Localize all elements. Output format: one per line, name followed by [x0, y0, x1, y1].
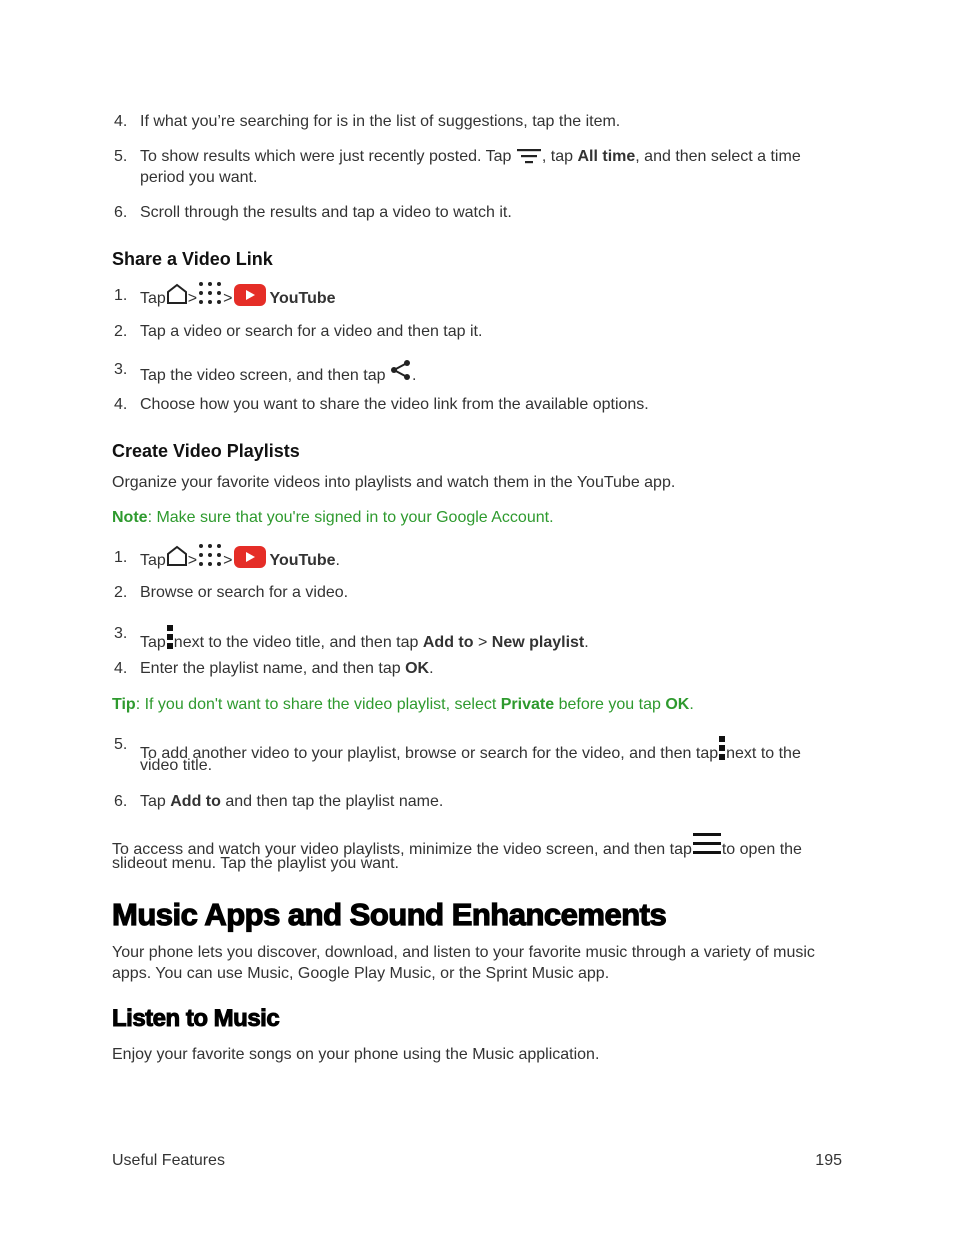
- tip-label: Tip: [112, 696, 136, 713]
- section-heading-listen: Listen to Music: [112, 1005, 280, 1032]
- step-text: [140, 792, 443, 812]
- chapter-heading: Music Apps and Sound Enhancements: [112, 897, 667, 932]
- all-time-label: All time: [577, 148, 636, 165]
- add-to-label: Add to: [422, 634, 474, 651]
- step-number: 4.: [114, 396, 128, 413]
- tip-body: before you tap: [558, 696, 661, 713]
- listen-text: Enjoy your favorite songs on your phone using the Music application.: [112, 1046, 600, 1063]
- step-number: 2.: [114, 584, 128, 601]
- private-label: Private: [500, 696, 555, 713]
- intro-text: Organize your favorite videos into playlists and watch them in the YouTube app.: [112, 474, 676, 491]
- step-text: [140, 736, 801, 764]
- ok-label: OK: [405, 660, 430, 677]
- access-text-pre: To access and watch your video playlists, minimize the video screen, and then tap: [112, 841, 692, 858]
- step-text-post: .: [335, 552, 340, 569]
- step-text: [140, 659, 434, 679]
- youtube-label: YouTube: [269, 290, 336, 307]
- more-vert-icon: [718, 736, 726, 760]
- footer-section: Useful Features: [112, 1152, 225, 1169]
- access-text-line2: slideout menu. Tap the playlist you want.: [112, 855, 399, 872]
- step-text-pre: Enter the playlist name, and then tap: [140, 660, 401, 677]
- step-number: 3.: [114, 625, 128, 642]
- tap-label: Tap: [140, 793, 166, 810]
- apps-grid-icon: [197, 543, 223, 567]
- tap-label: Tap: [140, 290, 166, 307]
- step-text: [140, 625, 589, 653]
- step-text: [140, 147, 801, 167]
- menu-icon: [692, 832, 722, 856]
- home-icon: [166, 283, 188, 305]
- step-text-post: .: [584, 634, 589, 651]
- step-number: 4.: [114, 660, 128, 677]
- tap-label: Tap: [140, 552, 166, 569]
- section-heading-share: Share a Video Link: [112, 249, 273, 269]
- step-text: [140, 281, 336, 313]
- step-text: If what you’re searching for is in the list of suggestions, tap the item.: [140, 113, 621, 130]
- step-number: 1.: [114, 549, 128, 566]
- step-number: 5.: [114, 736, 128, 753]
- tap-label: Tap: [140, 634, 166, 651]
- step-text-post: next to the: [726, 745, 801, 762]
- step-number: 6.: [114, 793, 128, 810]
- step-number: 6.: [114, 204, 128, 221]
- tip-body: .: [689, 696, 694, 713]
- step-text-post: .: [429, 660, 434, 677]
- footer-page-number: 195: [815, 1152, 842, 1169]
- step-text: Scroll through the results and tap a video to watch it.: [140, 204, 512, 221]
- section-heading-playlists: Create Video Playlists: [112, 441, 300, 461]
- youtube-icon: [234, 284, 266, 306]
- tip-text: [112, 694, 694, 715]
- step-number: 2.: [114, 323, 128, 340]
- new-playlist-label: New playlist: [491, 634, 585, 651]
- step-number: 1.: [114, 287, 128, 304]
- step-text: [140, 360, 416, 386]
- step-text-pre: Tap the video screen, and then tap: [140, 367, 386, 384]
- music-intro-line1: Your phone lets you discover, download, and listen to your favorite music through a variety of music: [112, 944, 815, 961]
- separator: >: [223, 290, 233, 307]
- music-intro-line2: apps. You can use Music, Google Play Music, or the Sprint Music app.: [112, 965, 610, 982]
- separator: >: [187, 290, 198, 307]
- step-text: Browse or search for a video.: [140, 584, 349, 601]
- step-number: 4.: [114, 113, 128, 130]
- youtube-label: YouTube: [269, 552, 336, 569]
- note-body: : Make sure that you're signed in to your Google Account.: [147, 509, 554, 526]
- step-text-mid: , tap: [541, 148, 574, 165]
- step-text-post: .: [411, 367, 417, 384]
- tip-body: : If you don't want to share the video playlist, select: [135, 696, 497, 713]
- step-text: [140, 543, 340, 575]
- youtube-icon: [234, 546, 266, 568]
- note-label: Note: [112, 509, 148, 526]
- step-number: 5.: [114, 148, 128, 165]
- share-icon: [390, 360, 412, 380]
- separator: >: [223, 552, 233, 569]
- apps-grid-icon: [197, 281, 223, 305]
- more-vert-icon: [166, 625, 174, 649]
- step-text-pre: To add another video to your playlist, browse or search for the video, and then tap: [140, 745, 719, 762]
- step-text-pre: next to the video title, and then tap: [173, 634, 419, 651]
- separator: >: [187, 552, 198, 569]
- access-text-post: to open the: [721, 841, 802, 858]
- step-text-line2: video title.: [140, 757, 213, 774]
- add-to-label: Add to: [170, 793, 221, 810]
- step-text-line2: period you want.: [140, 169, 258, 186]
- note-text: [112, 507, 554, 528]
- step-text-post: and then tap the playlist name.: [225, 793, 444, 810]
- step-text-pre: To show results which were just recently posted. Tap: [140, 148, 512, 165]
- home-icon: [166, 545, 188, 567]
- ok-label: OK: [665, 696, 690, 713]
- filter-icon: [516, 147, 542, 165]
- step-number: 3.: [114, 361, 128, 378]
- step-text-post: , and then select a time: [635, 148, 801, 165]
- step-text: Choose how you want to share the video link from the available options.: [140, 396, 649, 413]
- separator: >: [477, 634, 488, 651]
- step-text: Tap a video or search for a video and then tap it.: [140, 323, 483, 340]
